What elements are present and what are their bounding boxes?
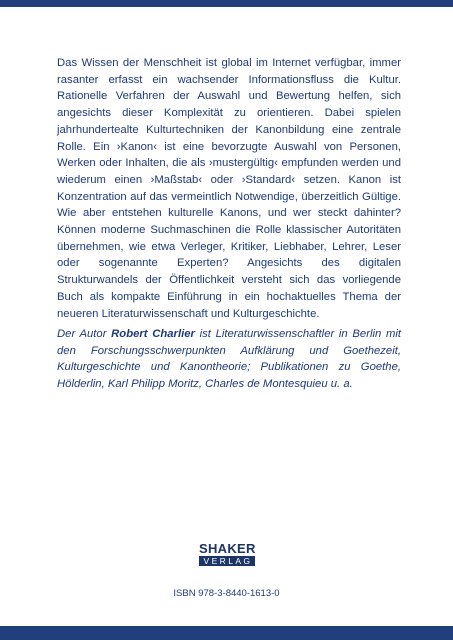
author-bio-text: ist Literaturwissenschaftler in Berlin mit den Forschungsschwerpunkten Aufklärung und Goethezeit, Kulturgeschichte und Kanontheorie; Publikationen zu Goethe, Hölderlin, Karl Philipp Moritz, Charles de Montesquieu u. a. [57, 328, 402, 391]
top-color-bar [0, 0, 453, 7]
bottom-color-bar [0, 626, 453, 640]
isbn-number: ISBN 978-3-8440-1613-0 [173, 588, 280, 599]
publisher-logo-bottom: VERLAG [199, 556, 255, 566]
author-bio-prefix: Der Autor [57, 328, 112, 340]
author-bio [57, 326, 401, 393]
book-blurb: Das Wissen der Menschheit ist global im Internet verfügbar, immer rasanter erfasst ein wachsender Informationsfluss die Kultur. Rationelle Verfahren der Auswahl und Bewertung helfen, sich angesichts dieser Komplexität zu orientieren. Dabei spielen jahrhundertealte Kulturtechniken der Kanonbildung eine zentrale Rolle. Ein ›Kanon‹ ist eine bevorzugte Auswahl von Personen, Werken oder Inhalten, die als ›mustergültig‹ empfunden werden und wiederum einen ›Maßstab‹ oder ›Standard‹ setzen. Kanon ist Konzentration auf das vermeintlich Notwendige, überzeitlich Gültige. Wie aber entstehen kulturelle Kanons, und wer steckt dahinter? Können moderne Suchmaschinen die Rolle klassischer Autoritäten übernehmen, wie etwa Verleger, Kritiker, Liebhaber, Lehrer, Leser oder sogenannte Experten? Angesichts des digitalen Strukturwandels der Öffentlichkeit versteht sich das vorliegende Buch als kompakte Einführung in ein hochaktuelles Thema der neueren Literaturwissenschaft und Kulturgeschichte. [57, 57, 401, 320]
author-name: Robert Charlier [111, 328, 195, 340]
publisher-logo [199, 542, 255, 566]
publisher-logo-top: SHAKER [199, 541, 256, 556]
